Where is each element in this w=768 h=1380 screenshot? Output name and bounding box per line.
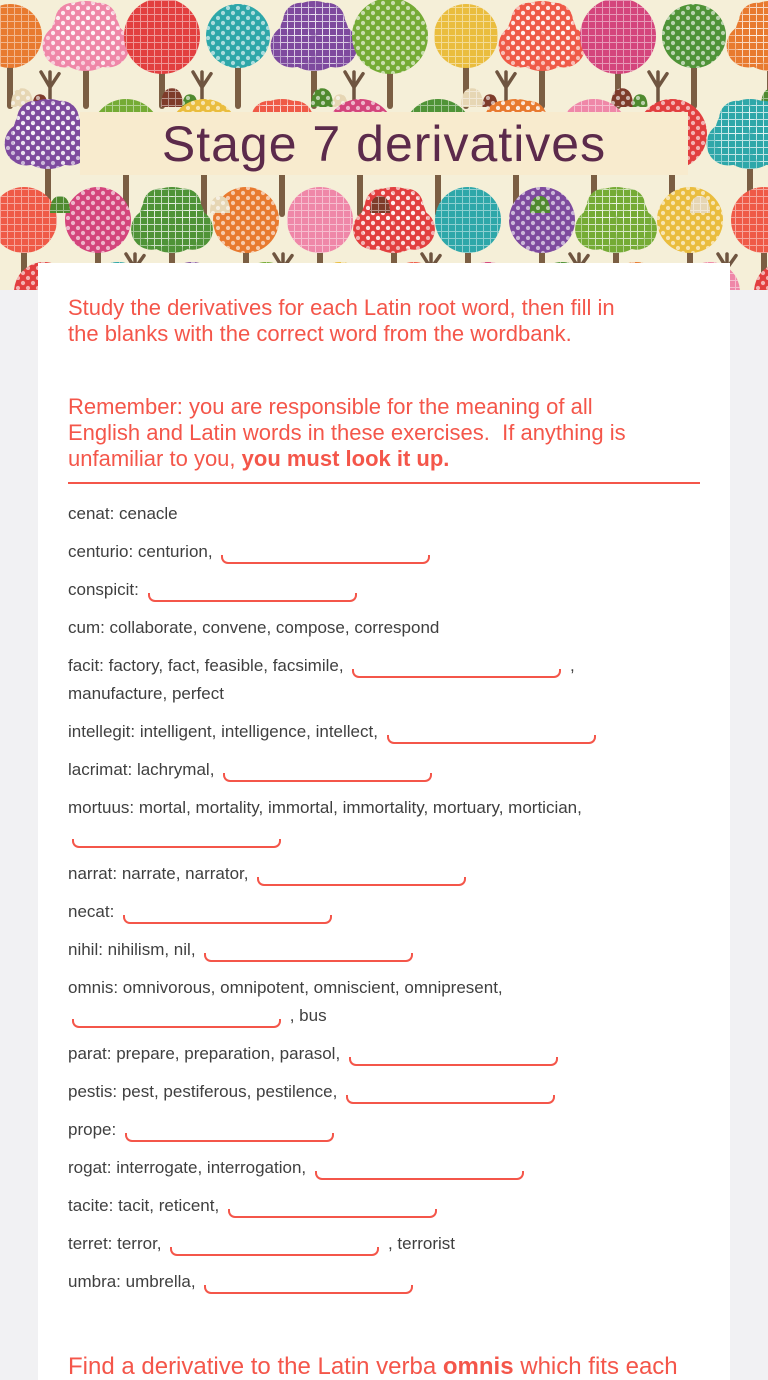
- word-list-text: necat:: [68, 902, 120, 921]
- answer-blank-input[interactable]: [125, 1133, 334, 1142]
- text-line: Study the derivatives for each Latin root word, then fill in: [68, 295, 615, 320]
- word-list-text: tacite: tacit, reticent,: [68, 1196, 224, 1215]
- word-list-text: omnis: omnivorous, omnipotent, omniscient, omnipresent,: [68, 978, 503, 997]
- word-list-item: [68, 1268, 700, 1296]
- answer-blank-input[interactable]: [204, 1285, 413, 1294]
- next-section-heading-bold-word: omnis: [442, 1353, 514, 1380]
- answer-blank-input[interactable]: [352, 669, 561, 678]
- tree-pattern-banner: [0, 0, 768, 290]
- word-list-item: [68, 860, 700, 888]
- intro-paragraph: [68, 295, 700, 347]
- word-list-text: ,: [565, 656, 575, 675]
- answer-blank-input[interactable]: [221, 555, 430, 564]
- answer-blank-input[interactable]: [387, 735, 596, 744]
- word-list-text: lacrimat: lachrymal,: [68, 760, 220, 779]
- answer-blank-input[interactable]: [123, 915, 332, 924]
- word-list-text: nihil: nihilism, nil,: [68, 940, 201, 959]
- word-list-item: [68, 652, 700, 708]
- worksheet-title-plate: [80, 112, 688, 175]
- word-list-text: pestis: pest, pestiferous, pestilence,: [68, 1082, 343, 1101]
- answer-blank-input[interactable]: [228, 1209, 437, 1218]
- word-list-text: prope:: [68, 1120, 121, 1139]
- word-list-text: intellegit: intelligent, intelligence, intellect,: [68, 722, 383, 741]
- word-list-text: terret: terror,: [68, 1234, 167, 1253]
- word-list-item: [68, 936, 700, 964]
- answer-blank-input[interactable]: [257, 877, 466, 886]
- answer-blank-input[interactable]: [72, 839, 281, 848]
- word-list-item: [68, 1078, 700, 1106]
- word-list-text: , bus: [285, 1006, 327, 1025]
- word-list-text: , terrorist: [383, 1234, 456, 1253]
- word-list-item: [68, 898, 700, 926]
- derivatives-word-list: [68, 500, 700, 1296]
- word-list-text: mortuus: mortal, mortality, immortal, immortality, mortuary, mortician,: [68, 798, 582, 817]
- word-list-item: [68, 718, 700, 746]
- answer-blank-input[interactable]: [72, 1019, 281, 1028]
- word-list-item: [68, 1230, 700, 1258]
- word-list-text: conspicit:: [68, 580, 144, 599]
- word-list-text: cum: collaborate, convene, compose, correspond: [68, 618, 440, 637]
- worksheet-card: [38, 263, 730, 1380]
- word-list-text: manufacture, perfect: [68, 684, 224, 703]
- word-list-item: [68, 1040, 700, 1068]
- next-section-heading: [68, 1352, 700, 1380]
- page-title: Stage 7 derivatives: [161, 115, 607, 172]
- word-list-item: [68, 500, 700, 528]
- word-list-text: centurio: centurion,: [68, 542, 218, 561]
- answer-blank-input[interactable]: [315, 1171, 524, 1180]
- answer-blank-input[interactable]: [204, 953, 413, 962]
- word-list-item: [68, 794, 700, 850]
- answer-blank-input[interactable]: [170, 1247, 379, 1256]
- emphasis-text: you must look it up.: [241, 446, 450, 471]
- word-list-item: [68, 756, 700, 784]
- word-list-item: [68, 1192, 700, 1220]
- text-line: unfamiliar to you,: [68, 446, 242, 471]
- answer-blank-input[interactable]: [349, 1057, 558, 1066]
- text-line: the blanks with the correct word from the wordbank.: [68, 321, 572, 346]
- word-list-item: [68, 974, 700, 1030]
- word-list-text: rogat: interrogate, interrogation,: [68, 1158, 311, 1177]
- word-list-text: parat: prepare, preparation, parasol,: [68, 1044, 345, 1063]
- word-list-item: [68, 538, 700, 566]
- word-list-item: [68, 1154, 700, 1182]
- word-list-text: umbra: umbrella,: [68, 1272, 201, 1291]
- word-list-text: narrat: narrate, narrator,: [68, 864, 254, 883]
- text-line: Remember: you are responsible for the meaning of all: [68, 394, 593, 419]
- text-line: English and Latin words in these exercises. If anything is: [68, 420, 626, 445]
- word-list-item: [68, 614, 700, 642]
- next-section-heading-text: Find a derivative to the Latin verba: [68, 1353, 443, 1380]
- answer-blank-input[interactable]: [148, 593, 357, 602]
- word-list-item: [68, 576, 700, 604]
- next-section-heading-text-end: which fits each: [513, 1353, 678, 1380]
- answer-blank-input[interactable]: [223, 773, 432, 782]
- section-divider: [68, 482, 700, 484]
- word-list-item: [68, 1116, 700, 1144]
- answer-blank-input[interactable]: [346, 1095, 555, 1104]
- word-list-text: cenat: cenacle: [68, 504, 178, 523]
- word-list-text: facit: factory, fact, feasible, facsimile,: [68, 656, 349, 675]
- reminder-paragraph: [68, 394, 700, 472]
